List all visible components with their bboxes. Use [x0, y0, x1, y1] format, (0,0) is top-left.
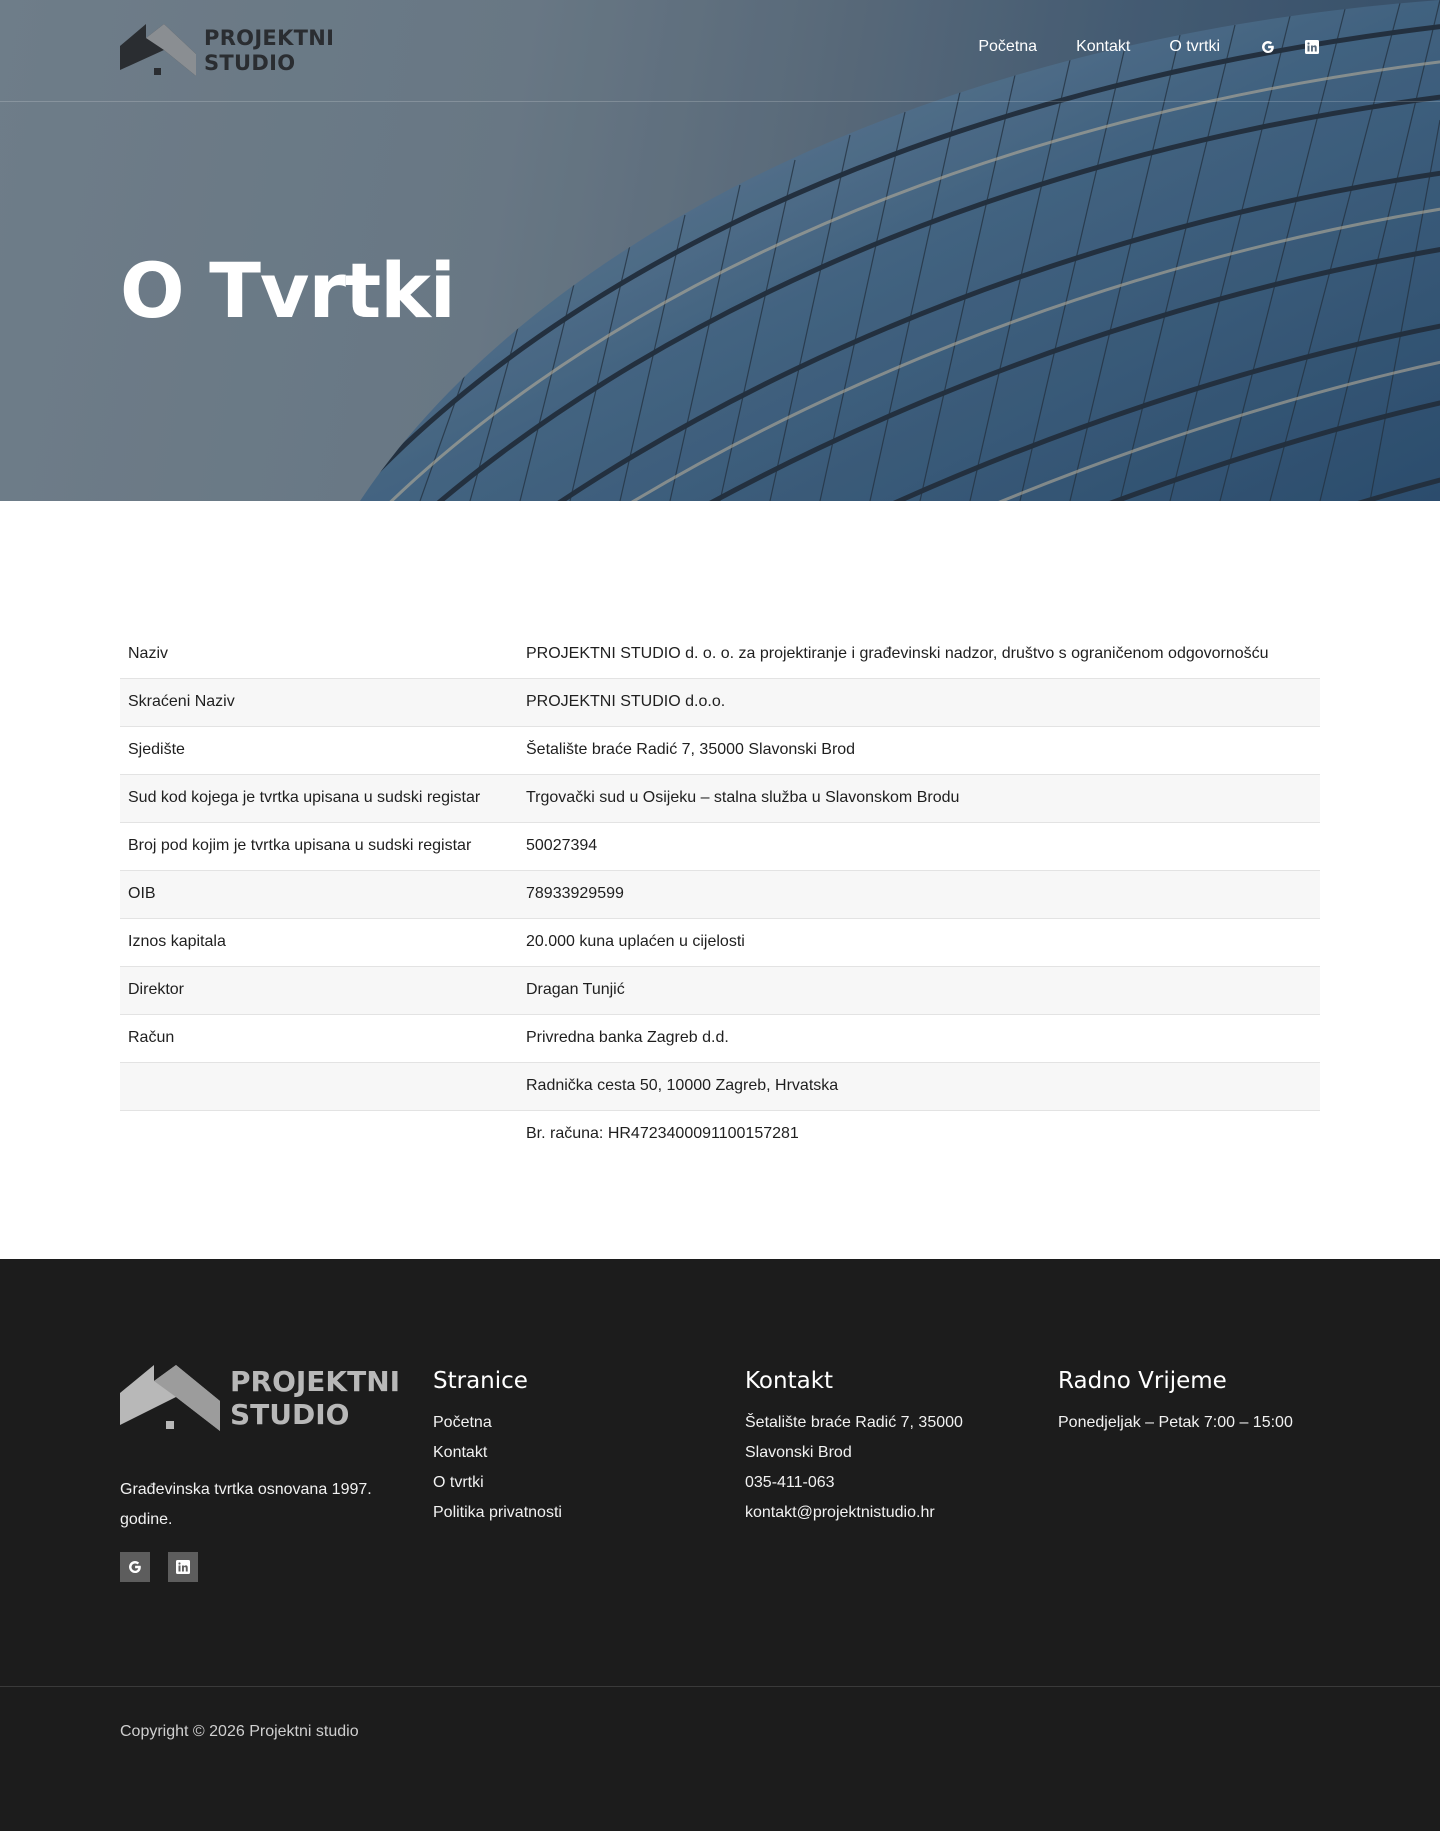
footer-link-kontakt[interactable]: Kontakt — [433, 1444, 488, 1461]
table-row — [120, 967, 1320, 1015]
nav-pocetna[interactable]: Početna — [978, 38, 1038, 55]
logo-line1: PROJEKTNI — [204, 26, 335, 50]
header-logo[interactable] — [120, 24, 334, 78]
table-row — [120, 775, 1320, 823]
footer-contact-email[interactable]: kontakt@projektnistudio.hr — [745, 1504, 935, 1521]
table-row — [120, 871, 1320, 919]
footer-logo[interactable] — [120, 1363, 400, 1433]
nav-o-tvrtki[interactable]: O tvrtki — [1169, 38, 1220, 55]
footer-link-politika-privatnosti[interactable]: Politika privatnosti — [433, 1504, 562, 1521]
row-key: Sud kod kojega je tvrtka upisana u sudski registar — [120, 775, 518, 823]
logo-line2: STUDIO — [204, 51, 296, 75]
footer-social — [120, 1552, 216, 1582]
footer-divider — [0, 1686, 1440, 1687]
row-key: OIB — [120, 871, 518, 919]
row-value: Privredna banka Zagreb d.d. — [518, 1015, 1320, 1063]
footer-contact — [745, 1363, 1005, 1528]
site-header — [0, 0, 1440, 102]
row-key: Iznos kapitala — [120, 919, 518, 967]
company-info-table — [120, 631, 1320, 1158]
hero-banner — [0, 0, 1440, 501]
footer-about: Građevinska tvrtka osnovana 1997. godine. — [120, 1481, 372, 1528]
nav-kontakt[interactable]: Kontakt — [1076, 38, 1131, 55]
row-key: Sjedište — [120, 727, 518, 775]
footer-logo-line1: PROJEKTNI — [230, 1365, 401, 1398]
row-key: Naziv — [128, 645, 169, 662]
row-value: Br. računa: HR4723400091100157281 — [518, 1111, 1320, 1159]
footer-link-o-tvrtki[interactable]: O tvrtki — [433, 1474, 484, 1491]
table-row — [120, 727, 1320, 775]
table-row — [120, 823, 1320, 871]
footer-pages-heading: Stranice — [433, 1368, 528, 1394]
table-row — [120, 1111, 1320, 1159]
footer-pages — [433, 1363, 562, 1528]
row-value: Dragan Tunjić — [518, 967, 1320, 1015]
row-value: 50027394 — [518, 823, 1320, 871]
row-value: 78933929599 — [518, 871, 1320, 919]
table-row — [120, 631, 1320, 679]
row-value: Radnička cesta 50, 10000 Zagreb, Hrvatska — [518, 1063, 1320, 1111]
footer-logo-line2: STUDIO — [230, 1398, 350, 1431]
page-title: O Tvrtki — [120, 246, 455, 335]
logo-mark-icon — [120, 24, 196, 78]
footer-link-pocetna[interactable]: Početna — [433, 1414, 492, 1431]
footer-contact-heading: Kontakt — [745, 1368, 834, 1394]
table-row — [120, 1063, 1320, 1111]
row-value: Šetalište braće Radić 7, 35000 Slavonski Brod — [518, 727, 1320, 775]
row-value: PROJEKTNI STUDIO d.o.o. — [518, 679, 1320, 727]
footer-hours — [1058, 1363, 1293, 1438]
row-key: Direktor — [120, 967, 518, 1015]
linkedin-icon[interactable] — [1304, 39, 1320, 55]
row-value: Trgovački sud u Osijeku – stalna služba u Slavonskom Brodu — [518, 775, 1320, 823]
google-icon[interactable] — [1260, 39, 1276, 55]
linkedin-icon[interactable] — [168, 1552, 198, 1582]
row-key: Broj pod kojim je tvrtka upisana u sudski registar — [120, 823, 518, 871]
footer-hours-text: Ponedjeljak – Petak 7:00 – 15:00 — [1058, 1414, 1293, 1431]
table-row — [120, 1015, 1320, 1063]
footer-contact-address: Šetalište braće Radić 7, 35000 Slavonski Brod — [745, 1414, 963, 1461]
row-value: 20.000 kuna uplaćen u cijelosti — [518, 919, 1320, 967]
table-row — [120, 919, 1320, 967]
row-key: Račun — [120, 1015, 518, 1063]
table-row — [120, 679, 1320, 727]
row-value: PROJEKTNI STUDIO d. o. o. za projektiranje i građevinski nadzor, društvo s ograničenom odgovornošću — [526, 645, 1269, 662]
google-icon[interactable] — [120, 1552, 150, 1582]
row-key: Skraćeni Naziv — [120, 679, 518, 727]
row-key — [120, 1111, 518, 1159]
site-footer — [0, 1259, 1440, 1831]
footer-contact-phone[interactable]: 035-411-063 — [745, 1474, 835, 1491]
footer-logo-mark-icon — [120, 1363, 220, 1433]
copyright: Copyright © 2026 Projektni studio — [120, 1723, 359, 1740]
row-key — [120, 1063, 518, 1111]
main-nav — [939, 38, 1320, 56]
footer-hours-heading: Radno Vrijeme — [1058, 1368, 1227, 1394]
